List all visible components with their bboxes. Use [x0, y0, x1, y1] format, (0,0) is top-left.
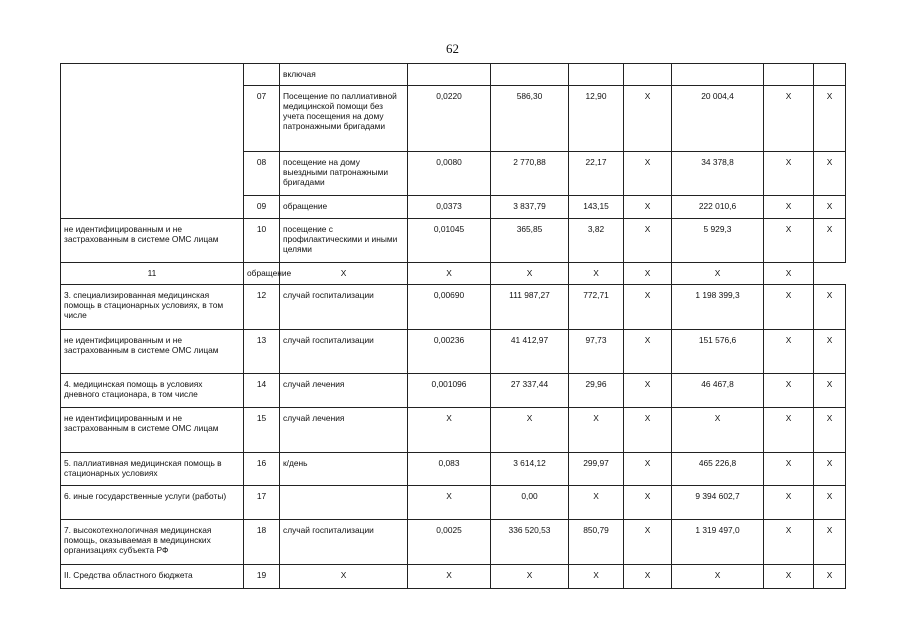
value-cell: 22,17 [569, 152, 624, 196]
row-number-cell: 19 [244, 565, 280, 589]
row-number-cell: 18 [244, 520, 280, 565]
value-cell: 0,01045 [408, 219, 491, 263]
value-cell: X [764, 453, 814, 486]
value-cell: 41 412,97 [491, 330, 569, 374]
value-cell: 0,0025 [408, 520, 491, 565]
row-name-cell: 6. иные государственные услуги (работы) [61, 486, 244, 520]
row-number-cell: 12 [244, 285, 280, 330]
value-cell: X [764, 374, 814, 408]
row-number-cell: 17 [244, 486, 280, 520]
value-cell: 0,0373 [408, 196, 491, 219]
value-cell: 299,97 [569, 453, 624, 486]
row-name-cell: не идентифицированным и не застрахованным в системе ОМС лицам [61, 330, 244, 374]
value-cell: 0,0220 [408, 86, 491, 152]
unit-cell: обращение [244, 263, 280, 285]
value-cell: X [569, 263, 624, 285]
row-number-cell: 14 [244, 374, 280, 408]
value-cell: X [764, 520, 814, 565]
unit-cell: случай госпитализации [280, 285, 408, 330]
value-cell: 20 004,4 [672, 86, 764, 152]
row-name-cell [61, 64, 244, 219]
value-cell: 29,96 [569, 374, 624, 408]
row-number-cell: 10 [244, 219, 280, 263]
unit-cell: X [280, 565, 408, 589]
value-cell: 2 770,88 [491, 152, 569, 196]
unit-cell [280, 486, 408, 520]
value-cell: 465 226,8 [672, 453, 764, 486]
value-cell: X [624, 219, 672, 263]
value-cell: 3 614,12 [491, 453, 569, 486]
value-cell: X [814, 408, 846, 453]
value-cell [408, 64, 491, 86]
row-number-cell: 16 [244, 453, 280, 486]
table-row [61, 408, 846, 453]
unit-cell: случай лечения [280, 408, 408, 453]
value-cell: 46 467,8 [672, 374, 764, 408]
page-number: 62 [446, 41, 459, 56]
value-cell: X [624, 374, 672, 408]
value-cell [764, 64, 814, 86]
table-row [61, 285, 846, 330]
row-name-cell: 4. медицинская помощь в условиях дневного стационара, в том числе [61, 374, 244, 408]
value-cell: X [491, 565, 569, 589]
value-cell [624, 64, 672, 86]
unit-cell: случай лечения [280, 374, 408, 408]
value-cell: 151 576,6 [672, 330, 764, 374]
value-cell: 27 337,44 [491, 374, 569, 408]
value-cell: X [624, 486, 672, 520]
value-cell: X [764, 408, 814, 453]
table-row [61, 453, 846, 486]
value-cell: X [764, 86, 814, 152]
value-cell: X [764, 263, 814, 285]
value-cell: X [814, 196, 846, 219]
table-row [61, 374, 846, 408]
value-cell: X [814, 285, 846, 330]
row-number-cell: 15 [244, 408, 280, 453]
row-name-cell: II. Средства областного бюджета [61, 565, 244, 589]
row-name-cell: 3. специализированная медицинская помощь в стационарных условиях, в том числе [61, 285, 244, 330]
unit-cell: случай госпитализации [280, 330, 408, 374]
row-number-cell: 11 [61, 263, 244, 285]
value-cell: X [624, 152, 672, 196]
value-cell: 365,85 [491, 219, 569, 263]
value-cell: X [491, 263, 569, 285]
value-cell: X [814, 565, 846, 589]
value-cell: X [569, 565, 624, 589]
unit-cell: к/день [280, 453, 408, 486]
value-cell: X [764, 196, 814, 219]
value-cell: 0,0080 [408, 152, 491, 196]
value-cell: X [764, 285, 814, 330]
value-cell [672, 64, 764, 86]
value-cell: X [814, 152, 846, 196]
value-cell: 9 394 602,7 [672, 486, 764, 520]
value-cell: X [672, 408, 764, 453]
value-cell: X [764, 486, 814, 520]
value-cell: X [624, 263, 672, 285]
value-cell: 0,083 [408, 453, 491, 486]
table-row [61, 263, 846, 285]
value-cell: 0,00 [491, 486, 569, 520]
value-cell: X [408, 408, 491, 453]
value-cell: 34 378,8 [672, 152, 764, 196]
value-cell: 1 319 497,0 [672, 520, 764, 565]
value-cell: X [814, 486, 846, 520]
unit-cell: обращение [280, 196, 408, 219]
value-cell: 143,15 [569, 196, 624, 219]
value-cell: 0,00236 [408, 330, 491, 374]
unit-cell: включая [280, 64, 408, 86]
unit-cell: посещение на дому выездными патронажными бригадами [280, 152, 408, 196]
value-cell: X [624, 520, 672, 565]
row-number-cell: 09 [244, 196, 280, 219]
row-name-cell: 5. паллиативная медицинская помощь в стационарных условиях [61, 453, 244, 486]
value-cell: X [624, 285, 672, 330]
value-cell: X [672, 565, 764, 589]
row-name-cell: 7. высокотехнологичная медицинская помощь, оказываемая в медицинских организациях субъекта РФ [61, 520, 244, 565]
value-cell: X [764, 152, 814, 196]
row-name-cell: не идентифицированным и не застрахованным в системе ОМС лицам [61, 408, 244, 453]
value-cell: 3 837,79 [491, 196, 569, 219]
value-cell: 1 198 399,3 [672, 285, 764, 330]
value-cell: X [624, 565, 672, 589]
value-cell: 3,82 [569, 219, 624, 263]
unit-cell: случай госпитализации [280, 520, 408, 565]
value-cell: 12,90 [569, 86, 624, 152]
value-cell: 0,00690 [408, 285, 491, 330]
value-cell: X [814, 330, 846, 374]
value-cell: X [569, 408, 624, 453]
table-row [61, 330, 846, 374]
table-row [61, 219, 846, 263]
value-cell: 111 987,27 [491, 285, 569, 330]
value-cell: 850,79 [569, 520, 624, 565]
row-name-cell: не идентифицированным и не застрахованным в системе ОМС лицам [61, 219, 244, 263]
value-cell [491, 64, 569, 86]
value-cell: X [408, 486, 491, 520]
value-cell: X [624, 408, 672, 453]
value-cell: 222 010,6 [672, 196, 764, 219]
value-cell: X [814, 374, 846, 408]
value-cell: X [764, 330, 814, 374]
value-cell: X [491, 408, 569, 453]
row-number-cell [244, 64, 280, 86]
unit-cell: Посещение по паллиативной медицинской помощи без учета посещения на дому патронажными бригадами [280, 86, 408, 152]
value-cell: 0,001096 [408, 374, 491, 408]
value-cell: 5 929,3 [672, 219, 764, 263]
unit-cell: посещение с профилактическими и иными целями [280, 219, 408, 263]
row-number-cell: 07 [244, 86, 280, 152]
value-cell: X [814, 86, 846, 152]
table-row [61, 64, 846, 86]
value-cell: X [408, 263, 491, 285]
value-cell: X [624, 330, 672, 374]
value-cell: 336 520,53 [491, 520, 569, 565]
value-cell: X [280, 263, 408, 285]
value-cell: 772,71 [569, 285, 624, 330]
row-number-cell: 08 [244, 152, 280, 196]
value-cell: X [569, 486, 624, 520]
value-cell: X [814, 520, 846, 565]
value-cell: X [672, 263, 764, 285]
value-cell: X [764, 219, 814, 263]
value-cell: X [624, 453, 672, 486]
value-cell [814, 64, 846, 86]
value-cell: X [814, 219, 846, 263]
table-row [61, 486, 846, 520]
value-cell: X [624, 86, 672, 152]
row-number-cell: 13 [244, 330, 280, 374]
value-cell [569, 64, 624, 86]
value-cell: 97,73 [569, 330, 624, 374]
value-cell: X [408, 565, 491, 589]
value-cell: 586,30 [491, 86, 569, 152]
value-cell: X [624, 196, 672, 219]
value-cell: X [814, 453, 846, 486]
table-row [61, 520, 846, 565]
table-row [61, 565, 846, 589]
budget-table [60, 63, 846, 589]
value-cell: X [764, 565, 814, 589]
